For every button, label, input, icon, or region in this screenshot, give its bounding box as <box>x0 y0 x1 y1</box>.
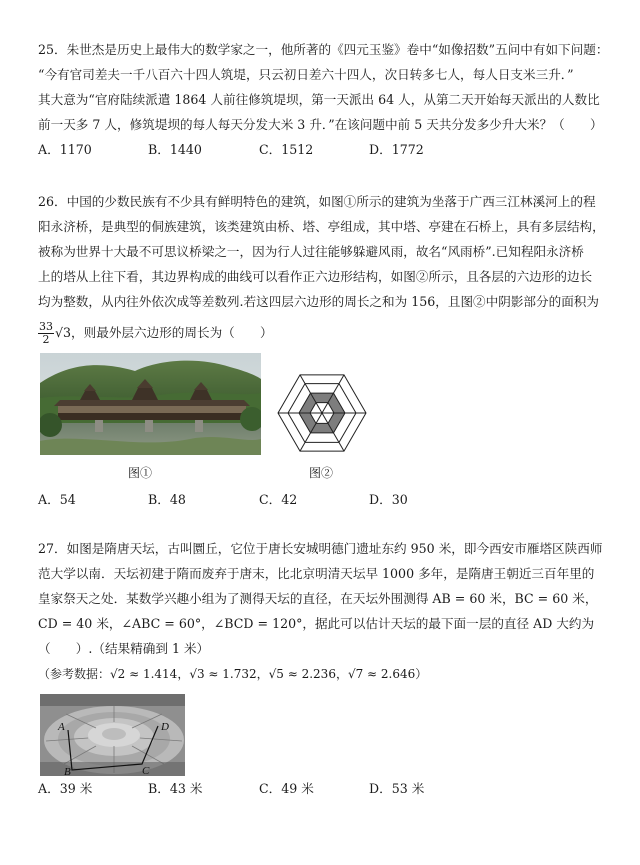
problem-27 <box>38 540 606 690</box>
option-a[interactable]: A．39 米 <box>38 781 93 796</box>
point-b-label: B <box>64 766 71 776</box>
option-a[interactable]: A．1170 <box>38 142 92 157</box>
sqrt-three: √3 <box>55 325 72 340</box>
option-b[interactable]: B．1440 <box>148 142 202 157</box>
hexagon-figure <box>268 365 376 461</box>
problem-25-options <box>38 141 606 159</box>
problem-26-line-1: 26．中国的少数民族有不少具有鲜明特色的建筑，如图①所示的建筑为坐落于广西三江林溪河上的程 <box>38 194 596 209</box>
problem-26 <box>38 193 606 355</box>
option-b[interactable]: B．43 米 <box>148 781 203 796</box>
option-c[interactable]: C．42 <box>259 492 298 507</box>
bridge-photo <box>40 353 261 455</box>
option-c[interactable]: C．49 米 <box>259 781 314 796</box>
option-d[interactable]: D．30 <box>369 492 408 507</box>
option-d[interactable]: D．1772 <box>369 142 424 157</box>
problem-26-question: ，则最外层六边形的周长为（ ） <box>71 325 273 340</box>
problem-25-line-2: “今有官司差夫一千八百六十四人筑堤，只云初日差六十四人，次日转多七人，每人日支米三升．” <box>38 67 574 82</box>
problem-25-line-4: 前一天多 7 人，修筑堤坝的每人每天分发大米 3 升．”在该问题中前 5 天共分发多少升大米？（ ） <box>38 117 603 132</box>
fraction-numerator: 33 <box>39 320 53 333</box>
point-c-label: C <box>142 765 150 776</box>
problem-27-line-5: （ ）.（结果精确到 1 米） <box>38 641 210 656</box>
problem-25-line-3: 其大意为“官府陆续派遣 1864 人前往修筑堤坝，第一天派出 64 人，从第二天开始每天派出的人数比 <box>38 92 600 107</box>
problem-27-line-1: 27．如图是隋唐天坛，古叫圜丘，它位于唐长安城明德门遗址东约 950 米，即今西安市雁塔区陕西师 <box>38 541 603 556</box>
problem-26-line-6 <box>38 318 606 348</box>
problem-26-line-3: 被称为世界十大最不可思议桥梁之一，因为行人过往能够躲避风雨，故名“风雨桥”.已知程阳永济桥 <box>38 244 584 259</box>
option-a[interactable]: A．54 <box>38 492 76 507</box>
option-d[interactable]: D．53 米 <box>369 781 425 796</box>
altar-photo-image <box>40 694 185 776</box>
problem-27-line-4: CD = 40 米，∠ABC = 60°，∠BCD = 120°，据此可以估计天坛的最下面一层的直径 AD 大约为 <box>38 616 595 631</box>
option-c[interactable]: C．1512 <box>259 142 314 157</box>
problem-27-options-wrap <box>38 780 606 798</box>
fraction-denominator: 2 <box>42 333 50 346</box>
problem-27-line-3: 皇家祭天之处．某数学兴趣小组为了测得天坛的直径，在天坛外围测得 AB = 60 米，BC = 60 米， <box>38 591 598 606</box>
problem-26-line-4: 上的塔从上往下看，其边界构成的曲线可以看作正六边形结构，如图②所示，且各层的六边形的边长 <box>38 269 593 284</box>
problem-27-options <box>38 780 606 798</box>
problem-26-options <box>38 491 606 509</box>
figure-1-caption: 图① <box>128 466 153 480</box>
bridge-photo-image <box>40 353 261 455</box>
altar-photo <box>40 694 185 776</box>
area-fraction <box>38 321 54 346</box>
problem-27-line-2: 范大学以南．天坛初建于隋而废弃于唐末，比北京明清天坛早 1000 多年，是隋唐王朝近三百年里的 <box>38 566 595 581</box>
problem-26-line-5: 均为整数，从内往外依次成等差数列.若这四层六边形的周长之和为 156，且图②中阴影部分的面积为 <box>38 294 599 309</box>
problem-25 <box>38 41 609 159</box>
hexagon-diagram <box>268 365 376 461</box>
problem-27-line-6: （参考数据：√2 ≈ 1.414，√3 ≈ 1.732，√5 ≈ 2.236，√7 ≈ 2.646） <box>38 667 428 681</box>
option-b[interactable]: B．48 <box>148 492 186 507</box>
problem-25-line-1: 25．朱世杰是历史上最伟大的数学家之一，他所著的《四元玉鉴》卷中“如像招数”五问中有如下问题： <box>38 42 609 57</box>
point-d-label: D <box>161 721 169 733</box>
figure-2-caption: 图② <box>309 466 334 480</box>
problem-26-line-2: 阳永济桥，是典型的侗族建筑，该类建筑由桥、塔、亭组成，其中塔、亭建在石桥上，具有多层结构， <box>38 219 605 234</box>
point-a-label: A <box>58 721 65 733</box>
problem-26-options-wrap <box>38 491 606 509</box>
